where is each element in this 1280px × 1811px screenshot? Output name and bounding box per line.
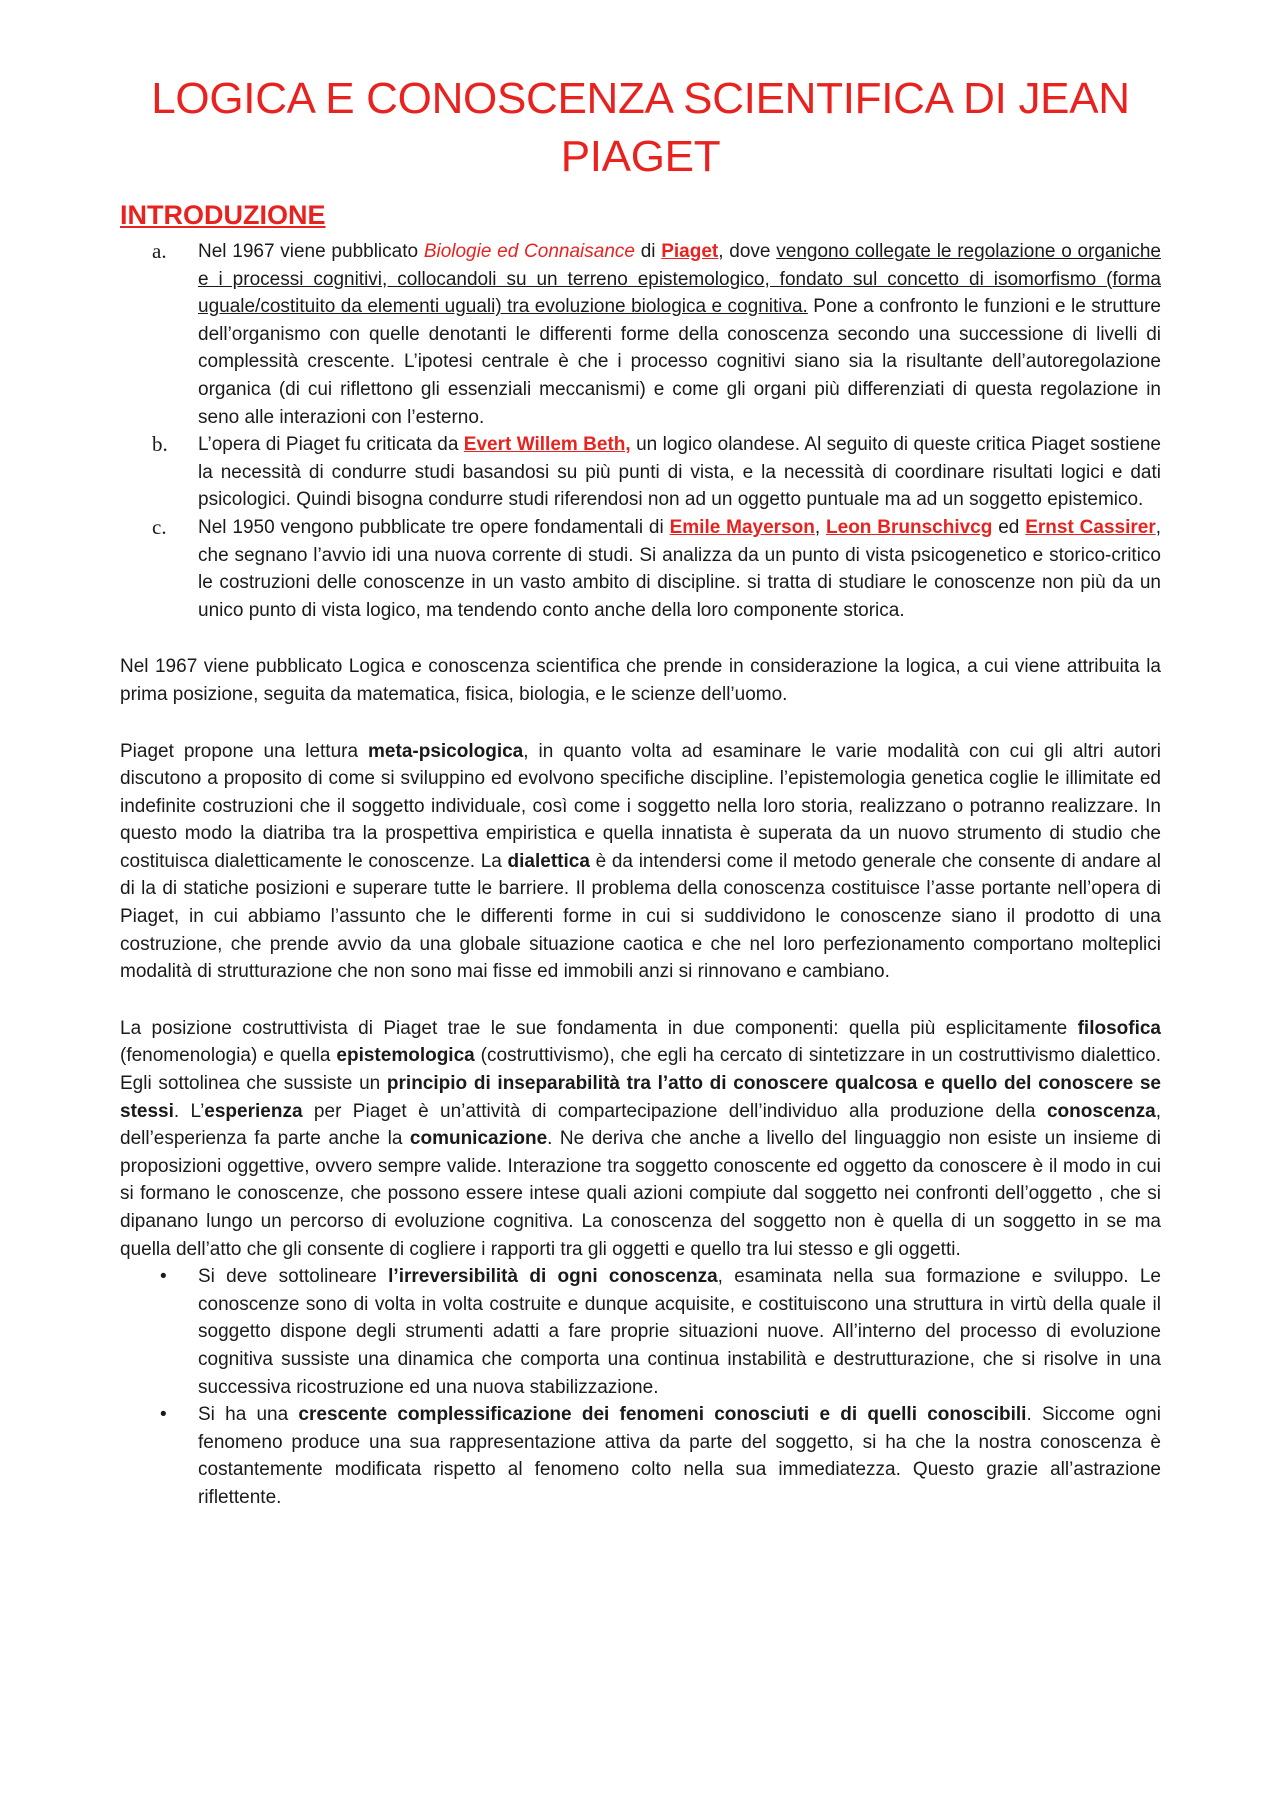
text-span: di <box>634 241 662 262</box>
bullet-marker: • <box>160 1266 167 1288</box>
text-span: Nel 1967 viene pubblicato <box>198 241 424 262</box>
document-title: LOGICA E CONOSCENZA SCIENTIFICA DI JEAN PIAGET <box>151 74 1130 181</box>
list-item <box>160 1263 1161 1401</box>
list-marker: b. <box>152 432 168 457</box>
author-name: Piaget <box>661 241 719 262</box>
text-span: un logico olandese. Al seguito di queste critica Piaget sostiene la necessità di condurre studi basandosi su più punti di vista, e la necessità di coordinare risultati logici e dati psicologici. Quindi bisogna condurre studi riferendosi non ad un oggetto puntuale ma ad un soggetto epistemico. <box>198 434 1162 511</box>
book-title: Biologie ed Connaisance <box>423 241 635 262</box>
text-span: , dell’esperienza fa parte anche la <box>120 1100 1161 1150</box>
text-span: La posizione costruttivista di Piaget trae le sue fondamenta in due componenti: quella più esplicitamente <box>120 1017 1078 1039</box>
text-span: , dove <box>718 241 777 262</box>
text-span: . Siccome ogni fenomeno produce una sua rappresentazione attiva da parte del soggetto, si ha che la nostra conoscenza è costantemente modificata rispetto al fenomeno colto nella sua immediatezza. Questo grazie all’astrazione riflettente. <box>198 1404 1161 1508</box>
text-span: , esaminata nella sua formazione e sviluppo. Le conoscenze sono di volta in volta costruite e dunque acquisite, e costituiscono una struttura in virtù della quale il soggetto dispone degli strumenti adatti a fare proprie situazioni nuove. All’interno del processo di evoluzione cognitiva sussiste una dinamica che comporta una continua instabilità e destrutturazione, che si risolve in una successiva ricostruzione ed una nuova stabilizzazione. <box>198 1266 1161 1398</box>
document-page <box>120 70 1161 1512</box>
underlined-text: vengono collegate le regolazione o organiche e i processi cognitivi, collocandoli su un terreno epistemologico, fondato sul concetto di isomorfismo (forma uguale/costituito da elementi uguali) tra evoluzione biologica e cognitiva. <box>198 241 1161 318</box>
bold-term: epistemologica <box>336 1045 475 1067</box>
paragraph-costruttivista <box>120 1015 1161 1263</box>
list-item <box>152 431 1162 514</box>
text-span: Si ha una <box>198 1404 299 1426</box>
text-span: Pone a confronto le funzioni e le strutture dell’organismo con quelle denotanti le differenti forme della conoscenza secondo una successione di livelli di complessità crescente. L’ipotesi centrale è che i processo cognitivi siano sia la risultante dell’autoregolazione organica (di cui riflettono gli essenziali meccanismi) e come gli organi più differenziati di questa regolazione in seno alle interazioni con l’esterno. <box>198 296 1161 428</box>
list-item <box>152 514 1162 624</box>
text-span: per Piaget è un’attività di compartecipazione dell’individuo alla produzione della <box>302 1100 1047 1122</box>
bullet-marker: • <box>160 1404 167 1426</box>
text-span: , che segnano l’avvio idi una nuova corrente di studi. Si analizza da un punto di vista psicogenetico e storico-critico le costruzioni delle conoscenze in un vasto ambito di discipline. si tratta di studiare le conoscenze non più da un unico punto di vista logico, ma tendendo conto anche della loro componente storica. <box>198 516 1162 621</box>
text-span: . L’ <box>173 1100 205 1122</box>
text-span: Si deve sottolineare <box>198 1266 389 1288</box>
bold-term: principio di inseparabilità tra l’atto di conoscere qualcosa e quello del conoscere se stessi <box>120 1073 1162 1122</box>
paragraph-meta-psicologica <box>120 738 1161 986</box>
author-name: Ernst Cassirer <box>1025 516 1156 538</box>
bold-term: crescente complessificazione dei fenomeni conosciuti e di quelli conoscibili <box>298 1404 1027 1426</box>
author-name: Leon Brunschivcg <box>826 516 993 538</box>
author-name: Emile Mayerson <box>669 516 815 538</box>
list-item <box>160 1401 1161 1511</box>
bold-term: l’irreversibilità di ogni conoscenza <box>388 1266 718 1288</box>
paragraph-logica: Nel 1967 viene pubblicato Logica e conoscenza scientifica che prende in considerazione la logica, a cui viene attribuita la prima posizione, seguita da matematica, fisica, biologia, e le scienze dell’uomo. <box>120 656 1161 705</box>
text-span: è da intendersi come il metodo generale che consente di andare al di la di statiche posizioni e superare tutte le barriere. Il problema della conoscenza costituisce l’asse portante nell’opera di Piaget, in cui abbiamo l’assunto che le differenti forme in cui si suddividono le conoscenze siano il prodotto di una costruzione, che prende avvio da una globale situazione caotica e che nel loro perfezionamento comportano molteplici modalità di strutturazione che non sono mai fisse ed immobili anzi si rinnovano e cambiano. <box>120 850 1161 983</box>
text-span: Nel 1950 vengono pubblicate tre opere fondamentali di <box>198 516 670 538</box>
bold-term: esperienza <box>204 1100 303 1122</box>
author-name: Evert Willem Beth, <box>463 434 631 456</box>
text-span: (fenomenologia) e quella <box>120 1045 337 1067</box>
text-span: (costruttivismo), che egli ha cercato di sintetizzare in un costruttivismo dialettico. Egli sottolinea che sussiste un <box>120 1045 1161 1095</box>
text-span: , in quanto volta ad esaminare le varie modalità con cui gli altri autori discutono a proposito di come si sviluppino ed evolvono specifiche discipline. l’epistemologia genetica coglie le illimitate ed indefinite costruzioni che il soggetto individuale, così come i soggetto nella loro storia, realizzano o potranno realizzare. In questo modo la diatriba tra la prospettiva empiristica e quella innatista è superata da un nuovo strumento di studio che costituisca dialetticamente le conoscenze. La <box>120 740 1161 872</box>
list-item <box>152 238 1161 431</box>
bold-term: conoscenza <box>1046 1100 1156 1122</box>
list-marker: c. <box>152 514 167 539</box>
text-span: L’opera di Piaget fu criticata da <box>198 434 464 456</box>
intro-list <box>120 238 1161 624</box>
text-span: ed <box>992 516 1026 538</box>
text-span: , <box>814 516 827 538</box>
text-span: Piaget propone una lettura <box>120 740 369 762</box>
bold-term: comunicazione <box>409 1128 548 1150</box>
bullet-list <box>120 1263 1161 1511</box>
bold-term: dialettica <box>507 850 590 872</box>
list-marker: a. <box>152 239 167 263</box>
text-span: . Ne deriva che anche a livello del linguaggio non esiste un insieme di proposizioni oggettive, ovvero sempre valide. Interazione tra soggetto conoscente ed oggetto da conoscere è il modo in cui si formano le conoscenze, che possono essere intese quali azioni compiute dal soggetto nei confronti dell’oggetto , che si dipanano lungo un percorso di evoluzione cognitiva. La conoscenza del soggetto non è quella di un soggetto in se ma quella dell’atto che gli consente di cogliere i rapporti tra gli oggetti e quello tra lui stesso e gli oggetti. <box>120 1128 1162 1260</box>
section-heading-introduzione: INTRODUZIONE <box>120 200 326 230</box>
bold-term: filosofica <box>1077 1017 1161 1039</box>
bold-term: meta-psicologica <box>368 740 524 762</box>
